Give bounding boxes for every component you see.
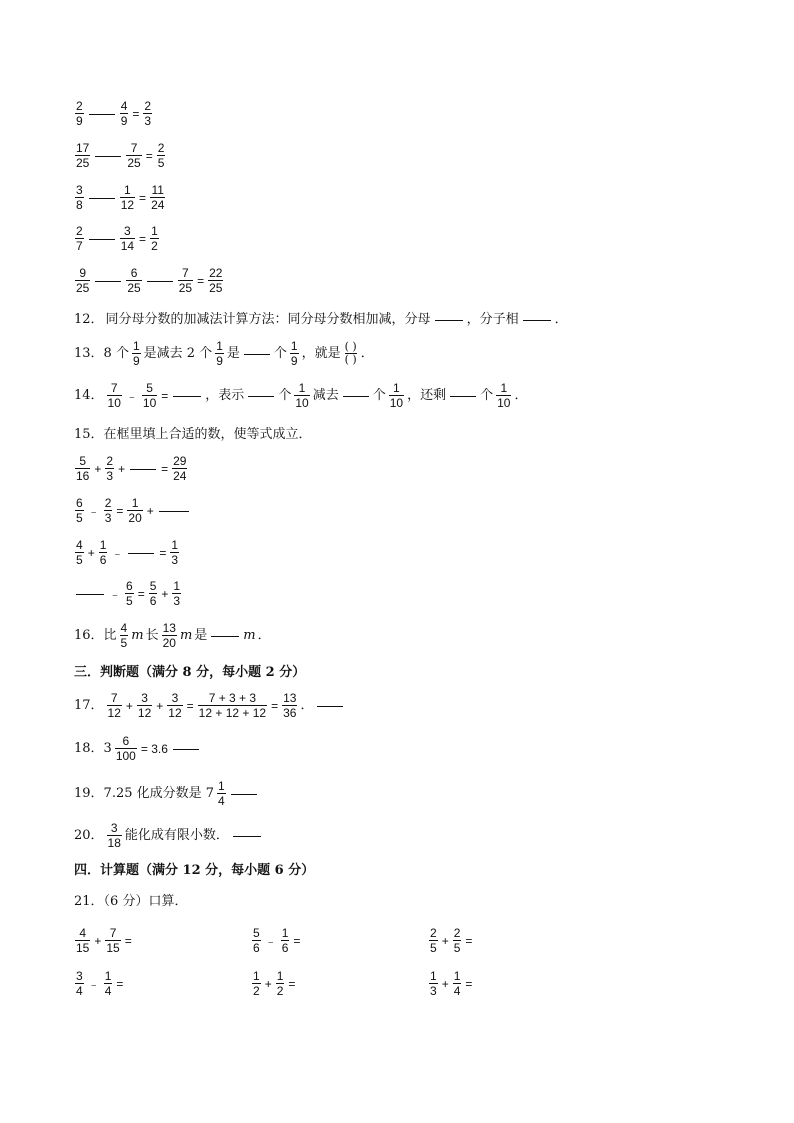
- numerator: 6: [130, 266, 138, 280]
- denominator: 6: [253, 940, 260, 955]
- fraction: [75, 970, 84, 997]
- math-operator: =: [137, 586, 145, 601]
- denominator: 12: [120, 197, 135, 212]
- denominator: 10: [295, 395, 309, 410]
- numerator: 7: [109, 926, 117, 940]
- answer-blank[interactable]: [89, 238, 115, 240]
- question-text: 个: [480, 388, 494, 404]
- math-operator: =: [161, 461, 169, 476]
- question-17: [74, 692, 345, 719]
- denominator: 25: [127, 280, 141, 295]
- denominator: ( ): [344, 353, 357, 367]
- fraction: [75, 927, 90, 954]
- answer-blank[interactable]: [89, 113, 115, 115]
- numerator: 1: [253, 969, 260, 983]
- question-text: ，还剩: [407, 388, 447, 404]
- fraction: [170, 539, 179, 566]
- numerator: 2: [104, 496, 112, 510]
- denominator: 3: [144, 113, 152, 128]
- denominator: 6: [281, 940, 289, 955]
- numerator: 3: [76, 969, 83, 983]
- numerator: 2: [144, 99, 152, 113]
- question-21: [74, 895, 187, 908]
- denominator: 25: [209, 280, 223, 295]
- numerator: 1: [218, 779, 225, 793]
- math-operator: =: [271, 698, 279, 713]
- question-15: [74, 428, 312, 441]
- oral-item: [428, 970, 473, 997]
- math-operator: =: [124, 933, 132, 948]
- math-operator: = 3.6: [140, 741, 168, 756]
- question-text: 是减去 2 个: [143, 346, 213, 362]
- fraction: [99, 539, 108, 566]
- fraction: [75, 142, 90, 169]
- fraction: [281, 927, 290, 954]
- fraction: [127, 497, 142, 524]
- answer-blank[interactable]: [317, 705, 343, 707]
- denominator: 9: [132, 353, 140, 368]
- oral-item: [74, 970, 124, 997]
- denominator: 24: [173, 468, 187, 483]
- math-operator: =: [159, 545, 167, 560]
- answer-blank[interactable]: [159, 510, 189, 512]
- denominator: 6: [149, 593, 157, 608]
- question-text: 15．在框里填上合适的数，使等式成立．: [74, 427, 312, 442]
- numerator: 1: [500, 381, 508, 395]
- fraction: [107, 822, 122, 849]
- numerator: 1: [430, 969, 437, 983]
- question-text: 17．: [74, 698, 104, 714]
- answer-blank[interactable]: [211, 635, 239, 637]
- numerator: 1: [132, 339, 140, 353]
- denominator: 12: [107, 705, 121, 720]
- fraction: [215, 340, 224, 367]
- denominator: 12: [168, 705, 182, 720]
- question-text: ，表示: [205, 388, 245, 404]
- fraction: [104, 497, 113, 524]
- numerator: 22: [209, 266, 223, 280]
- numerator: 11: [151, 183, 164, 197]
- math-operator: =: [293, 933, 301, 948]
- fraction: [107, 382, 122, 409]
- math-operator: =: [139, 190, 147, 205]
- fraction: [142, 382, 157, 409]
- numerator: 1: [290, 339, 298, 353]
- numerator: 2: [157, 141, 165, 155]
- equation-row: [74, 100, 153, 127]
- math-operator: +: [441, 933, 449, 948]
- question-text: 19．7.25 化成分数是 7: [74, 786, 215, 802]
- numerator: 2: [453, 926, 461, 940]
- numerator: 6: [76, 496, 83, 510]
- section-heading: [74, 864, 314, 877]
- fraction: [162, 622, 177, 649]
- question-text: 能化成有限小数．: [124, 828, 229, 844]
- equation-row: [74, 225, 160, 252]
- math-operator: ﹣: [109, 586, 122, 601]
- answer-blank[interactable]: [173, 748, 199, 750]
- numerator: 6: [122, 734, 130, 748]
- denominator: 24: [151, 197, 165, 212]
- math-operator: ﹣: [125, 388, 138, 403]
- question-text: ，分子相: [466, 312, 519, 327]
- fraction: [172, 580, 181, 607]
- numerator: 5: [79, 454, 87, 468]
- fraction: [75, 497, 84, 524]
- numerator: 13: [162, 621, 176, 635]
- question-text: ( ): [344, 340, 357, 353]
- question-text: 个: [278, 388, 292, 404]
- question-text: ．: [554, 312, 568, 327]
- fraction: [75, 225, 84, 252]
- math-operator: =: [288, 976, 296, 991]
- fraction: [429, 970, 438, 997]
- denominator: 6: [99, 552, 107, 567]
- numerator: 1: [151, 224, 158, 238]
- denominator: 7: [76, 238, 83, 253]
- math-operator: +: [125, 698, 133, 713]
- fraction: [120, 225, 135, 252]
- math-operator: ﹣: [87, 503, 100, 518]
- denominator: 25: [127, 155, 141, 170]
- question-20: [74, 822, 263, 849]
- question-13: [74, 340, 374, 367]
- fraction: [126, 267, 141, 294]
- denominator: 5: [76, 552, 83, 567]
- oral-item: [251, 927, 301, 954]
- question-text: m: [243, 628, 256, 644]
- math-operator: ﹣: [264, 934, 277, 949]
- math-operator: =: [116, 976, 124, 991]
- answer-blank[interactable]: [89, 197, 115, 199]
- answer-blank[interactable]: [95, 155, 121, 157]
- answer-blank[interactable]: [233, 835, 261, 837]
- denominator: 36: [283, 705, 297, 720]
- fraction: [453, 970, 462, 997]
- equation-row: [74, 497, 191, 524]
- numerator: 3: [171, 691, 179, 705]
- numerator: 1: [173, 579, 181, 593]
- numerator: 4: [120, 99, 128, 113]
- fraction: [75, 100, 84, 127]
- question-text: 同分母分数的加减法计算方法：同分母分数相加减，分母: [105, 312, 431, 327]
- denominator: 9: [76, 113, 83, 128]
- answer-blank[interactable]: [128, 552, 154, 554]
- fraction: [150, 225, 159, 252]
- question-19: [74, 780, 259, 807]
- math-operator: =: [465, 976, 473, 991]
- denominator: 16: [76, 468, 90, 483]
- question-text: 18．3: [74, 741, 112, 757]
- fraction: [217, 780, 226, 807]
- fraction: [496, 382, 511, 409]
- denominator: 2: [151, 238, 158, 253]
- numerator: 1: [393, 381, 400, 395]
- answer-blank[interactable]: [248, 395, 274, 397]
- denominator: 9: [216, 353, 223, 368]
- oral-item: [74, 927, 133, 954]
- answer-blank[interactable]: [523, 319, 551, 321]
- question-text: m: [131, 628, 144, 644]
- denominator: 5: [120, 635, 128, 650]
- fraction: [120, 184, 135, 211]
- numerator: 29: [173, 454, 187, 468]
- question-12: [74, 313, 568, 326]
- fraction: [126, 142, 141, 169]
- math-operator: +: [441, 976, 449, 991]
- numerator: 1: [131, 496, 139, 510]
- answer-blank[interactable]: [231, 793, 257, 795]
- denominator: 3: [171, 552, 179, 567]
- math-operator: =: [186, 698, 194, 713]
- fraction: [276, 970, 285, 997]
- numerator: 1: [99, 538, 107, 552]
- question-text: 个: [372, 388, 386, 404]
- fraction: [125, 580, 134, 607]
- fraction: [178, 267, 193, 294]
- fraction: [290, 340, 299, 367]
- numerator: 1: [298, 381, 306, 395]
- denominator: 5: [430, 940, 437, 955]
- fraction: [120, 622, 129, 649]
- oral-item: [428, 927, 473, 954]
- denominator: 15: [76, 940, 90, 955]
- numerator: 4: [76, 538, 83, 552]
- fraction: [198, 692, 267, 719]
- numerator: 1: [216, 339, 223, 353]
- numerator: 5: [146, 381, 153, 395]
- math-operator: +: [118, 461, 126, 476]
- fraction: [75, 539, 84, 566]
- fraction: [150, 184, 165, 211]
- math-operator: +: [161, 586, 169, 601]
- denominator: 10: [389, 395, 404, 410]
- fraction: [104, 970, 113, 997]
- denominator: 18: [107, 835, 121, 850]
- question-14: [74, 382, 527, 409]
- question-text: 20．: [74, 828, 104, 844]
- fraction: [453, 927, 462, 954]
- numerator: 2: [76, 99, 83, 113]
- fraction: [75, 184, 84, 211]
- numerator: 1: [171, 538, 179, 552]
- answer-blank[interactable]: [244, 353, 270, 355]
- denominator: 15: [106, 940, 120, 955]
- question-text: 个: [273, 346, 287, 362]
- denominator: 4: [76, 983, 83, 998]
- math-operator: =: [161, 388, 169, 403]
- numerator: 17: [76, 141, 90, 155]
- denominator: 5: [126, 593, 133, 608]
- answer-blank[interactable]: [343, 395, 369, 397]
- fraction: [75, 455, 90, 482]
- math-operator: =: [465, 933, 473, 948]
- numerator: 7 + 3 + 3: [208, 691, 257, 705]
- question-text: 是: [226, 346, 240, 362]
- denominator: 14: [120, 238, 135, 253]
- numerator: 13: [283, 691, 297, 705]
- denominator: 25: [76, 155, 90, 170]
- denominator: 12 + 12 + 12: [198, 705, 267, 720]
- denominator: 2: [276, 983, 284, 998]
- denominator: 4: [453, 983, 461, 998]
- fraction: [157, 142, 166, 169]
- question-text: 16．比: [74, 628, 117, 644]
- answer-blank[interactable]: [147, 280, 173, 282]
- numerator: 3: [76, 183, 83, 197]
- denominator: 4: [218, 793, 225, 808]
- denominator: 3: [104, 510, 112, 525]
- equation-row: [74, 580, 182, 607]
- math-operator: +: [94, 933, 102, 948]
- answer-blank[interactable]: [95, 280, 121, 282]
- denominator: 3: [430, 983, 437, 998]
- math-operator: +: [146, 503, 154, 518]
- denominator: 5: [157, 155, 165, 170]
- numerator: 1: [453, 969, 461, 983]
- denominator: 10: [107, 395, 121, 410]
- fraction: [132, 340, 141, 367]
- numerator: 5: [253, 926, 260, 940]
- denominator: 2: [253, 983, 260, 998]
- denominator: 25: [76, 280, 90, 295]
- question-18: [74, 735, 201, 762]
- question-text: 长: [145, 628, 159, 644]
- equation-row: [74, 455, 188, 482]
- denominator: 4: [104, 983, 112, 998]
- equation-row: [74, 267, 224, 294]
- question-16: [74, 622, 271, 649]
- math-operator: =: [197, 273, 205, 288]
- fraction: [120, 100, 129, 127]
- denominator: 9: [120, 113, 128, 128]
- math-operator: ﹣: [87, 977, 100, 992]
- question-text: ．: [257, 628, 271, 644]
- fraction: [143, 100, 152, 127]
- answer-blank[interactable]: [435, 319, 463, 321]
- numerator: 6: [126, 579, 133, 593]
- fraction: [252, 970, 261, 997]
- denominator: 12: [137, 705, 152, 720]
- math-operator: =: [132, 106, 140, 121]
- fraction: [149, 580, 158, 607]
- numerator: 4: [120, 621, 128, 635]
- question-text: ．: [360, 346, 374, 362]
- question-text: 13．8 个: [74, 346, 129, 362]
- numerator: 5: [149, 579, 157, 593]
- fraction: [429, 927, 438, 954]
- denominator: 100: [115, 748, 136, 763]
- question-text: 减去: [312, 388, 339, 404]
- numerator: 2: [76, 224, 83, 238]
- math-operator: +: [264, 976, 272, 991]
- question-text: ．: [300, 698, 314, 714]
- equation-row: [74, 184, 166, 211]
- numerator: 3: [124, 224, 131, 238]
- question-text: 21．（6 分）口算．: [74, 894, 188, 909]
- question-text: 14．: [74, 388, 104, 404]
- fraction: [208, 267, 223, 294]
- math-operator: =: [116, 503, 124, 518]
- fraction: [115, 735, 137, 762]
- numerator: 7: [110, 691, 118, 705]
- fraction: [105, 455, 114, 482]
- denominator: 20: [162, 635, 176, 650]
- numerator: 7: [110, 381, 118, 395]
- question-text: m: [179, 628, 193, 644]
- numerator: 1: [124, 183, 131, 197]
- question-text: 四．计算题（满分 12 分，每小题 6 分）: [74, 863, 315, 878]
- math-operator: +: [87, 545, 95, 560]
- fraction: [137, 692, 152, 719]
- denominator: 3: [173, 593, 181, 608]
- fraction: [252, 927, 261, 954]
- fraction: [172, 455, 187, 482]
- numerator: 3: [141, 691, 148, 705]
- numerator: 2: [430, 926, 437, 940]
- numerator: 1: [281, 926, 289, 940]
- question-text: 12．: [74, 312, 104, 327]
- fraction: [107, 692, 122, 719]
- fraction: [167, 692, 182, 719]
- numerator: 7: [130, 141, 138, 155]
- math-operator: +: [156, 698, 164, 713]
- numerator: 1: [104, 969, 112, 983]
- answer-blank[interactable]: [76, 593, 104, 595]
- question-text: ，就是: [301, 346, 341, 362]
- numerator: 1: [276, 969, 284, 983]
- math-operator: ﹣: [111, 545, 124, 560]
- question-text: 三．判断题（满分 8 分，每小题 2 分）: [74, 665, 306, 680]
- denominator: 5: [76, 510, 83, 525]
- numerator: 3: [110, 821, 118, 835]
- section-heading: [74, 666, 305, 679]
- denominator: 10: [142, 395, 157, 410]
- equation-row: [74, 142, 166, 169]
- numerator: 4: [79, 926, 87, 940]
- fraction: [389, 382, 404, 409]
- denominator: 3: [106, 468, 114, 483]
- question-text: 是: [194, 628, 208, 644]
- denominator: 9: [290, 353, 298, 368]
- fraction: [75, 267, 90, 294]
- fraction: [294, 382, 309, 409]
- oral-item: [251, 970, 296, 997]
- denominator: 8: [76, 197, 83, 212]
- math-operator: =: [145, 148, 153, 163]
- fraction-answer-blank[interactable]: [345, 341, 357, 366]
- numerator: 9: [79, 266, 87, 280]
- answer-blank[interactable]: [450, 395, 476, 397]
- denominator: 5: [453, 940, 461, 955]
- numerator: 2: [106, 454, 114, 468]
- equation-row: [74, 539, 180, 566]
- fraction: [105, 927, 120, 954]
- answer-blank[interactable]: [173, 395, 201, 397]
- denominator: 20: [128, 510, 142, 525]
- fraction: [282, 692, 297, 719]
- answer-blank[interactable]: [130, 468, 156, 470]
- denominator: 10: [497, 395, 511, 410]
- math-operator: =: [139, 231, 147, 246]
- question-text: ．: [514, 388, 528, 404]
- numerator: 7: [182, 266, 189, 280]
- math-operator: +: [94, 461, 102, 476]
- denominator: 25: [178, 280, 193, 295]
